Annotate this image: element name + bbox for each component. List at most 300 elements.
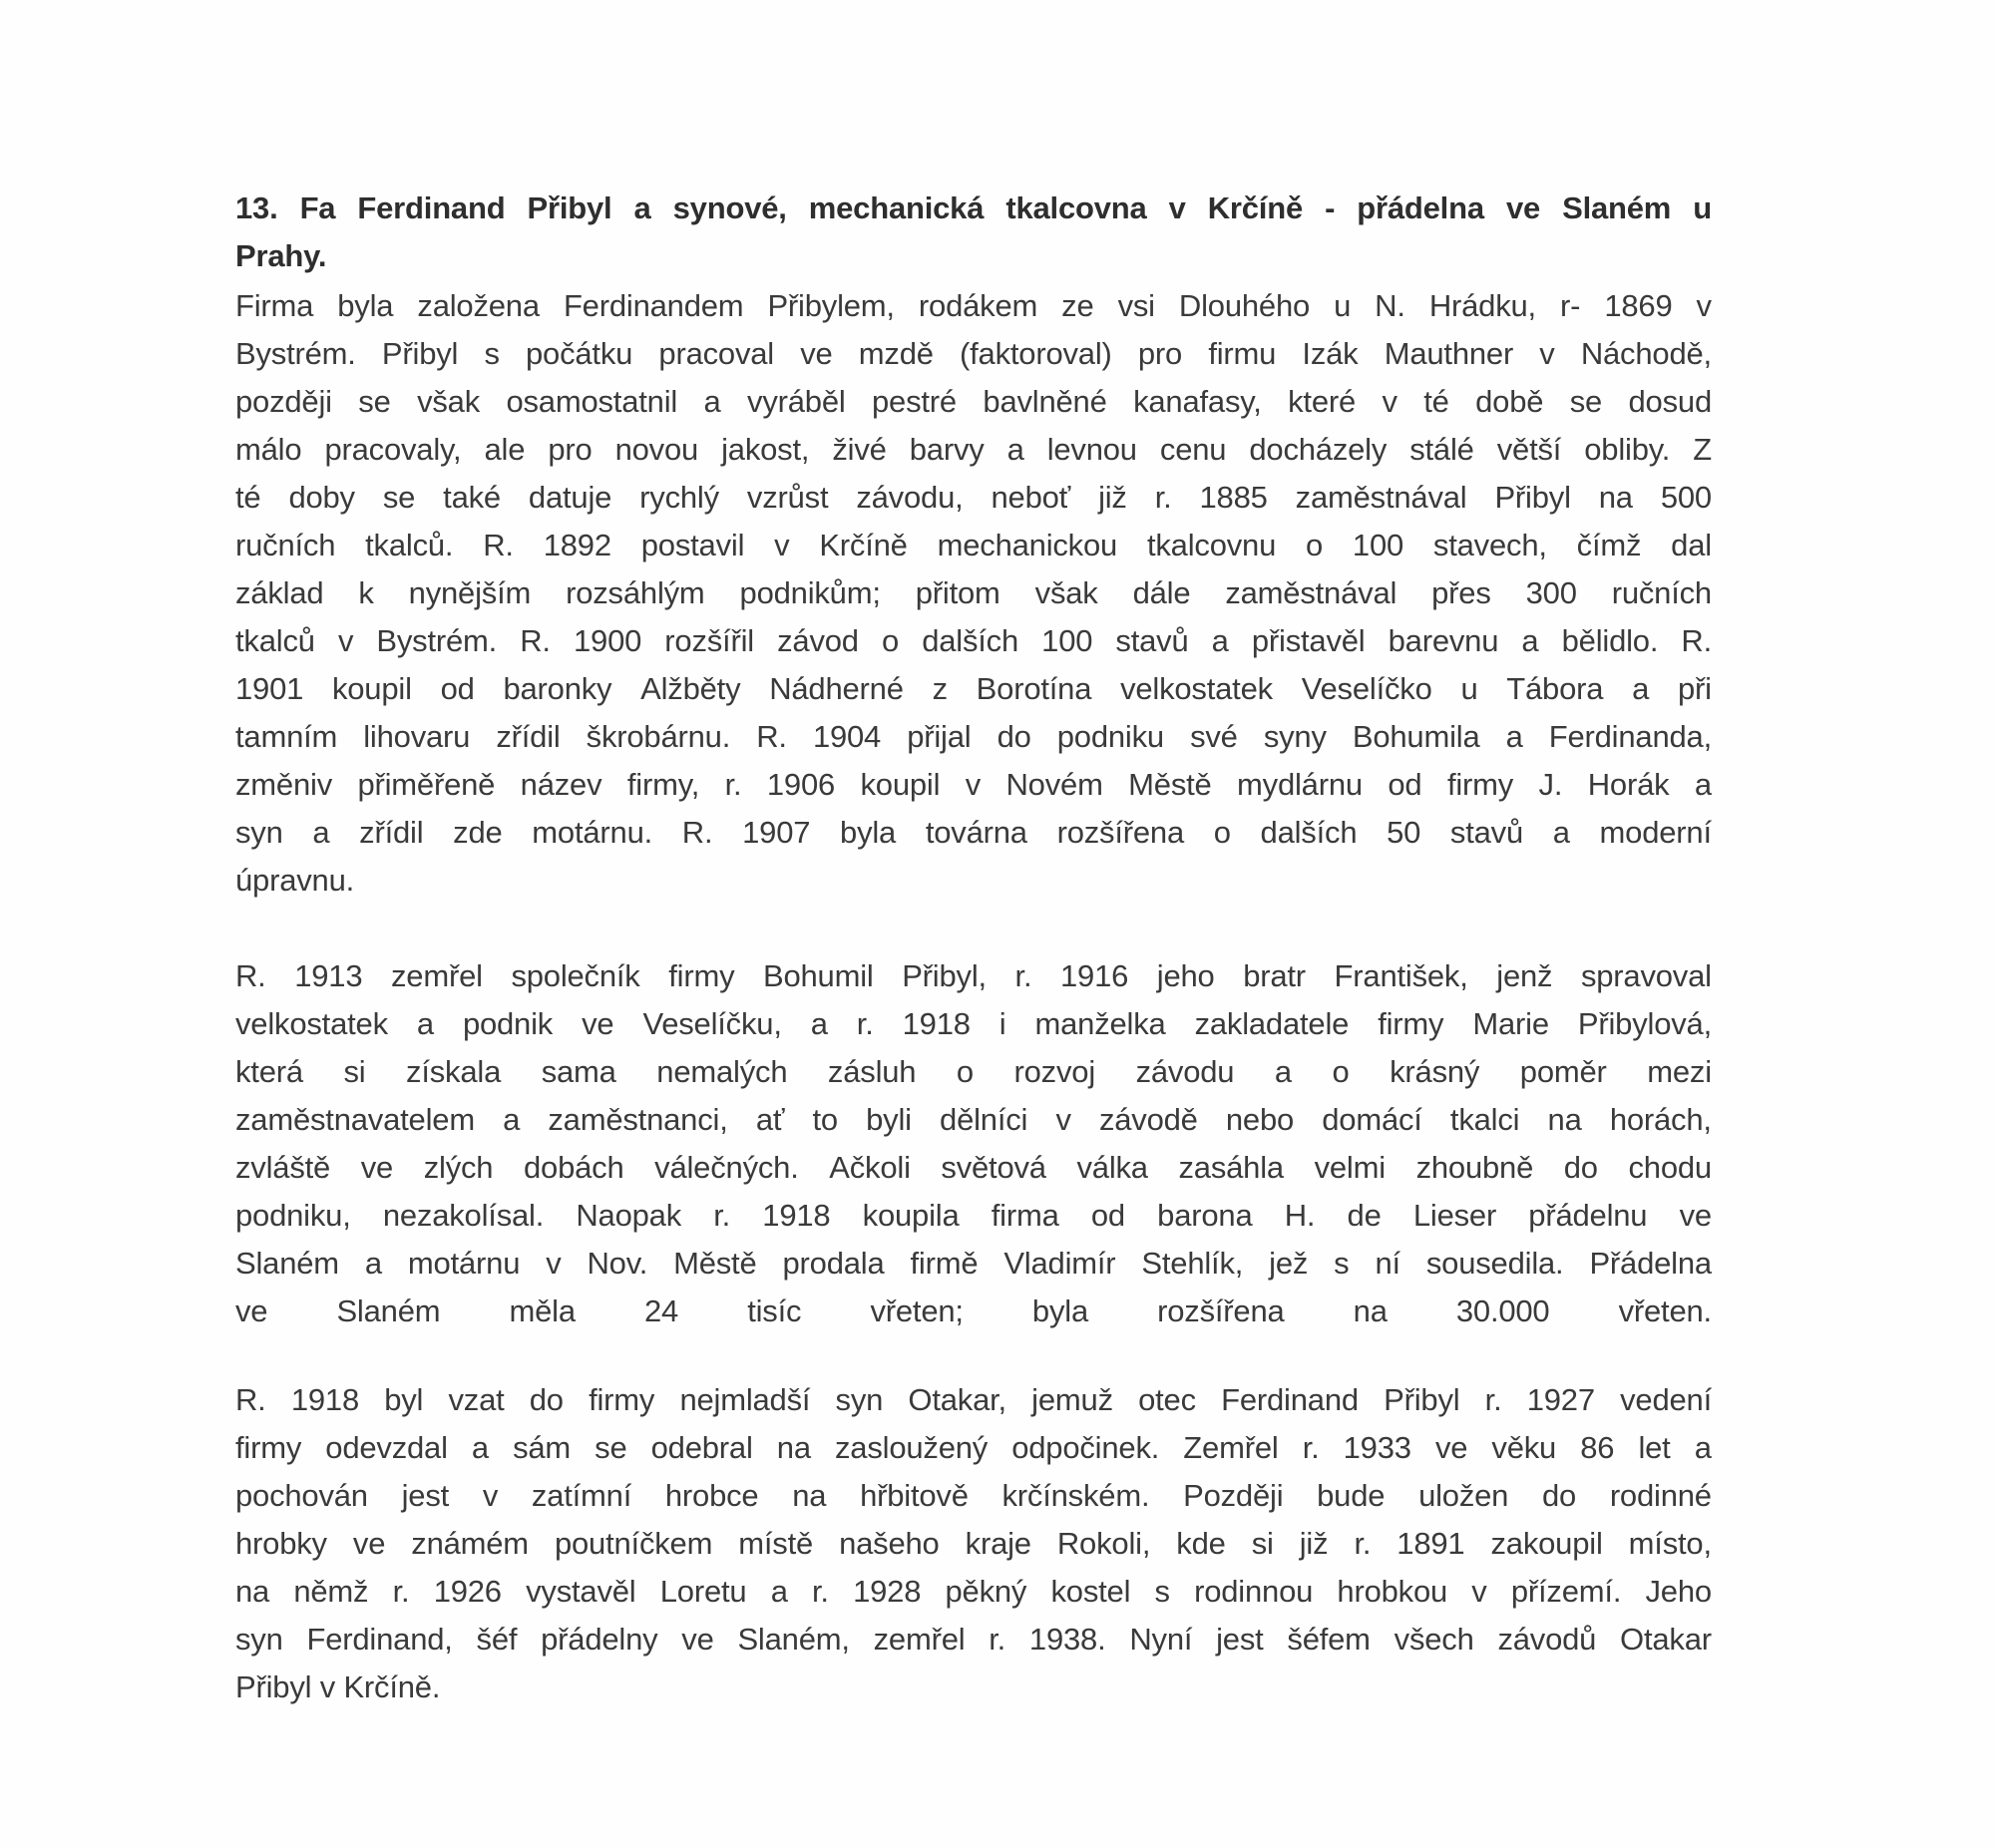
word: kde	[1176, 1526, 1226, 1561]
section-heading	[235, 185, 1712, 280]
word: hrobkou	[1337, 1574, 1448, 1609]
paragraph-line	[235, 522, 1712, 569]
word: živé	[832, 432, 887, 467]
word: pracovaly,	[324, 432, 462, 467]
word: a	[1006, 432, 1024, 467]
word: na	[792, 1478, 827, 1513]
word: Přibylová,	[1577, 1006, 1712, 1041]
word: si	[1251, 1526, 1274, 1561]
word: 1927	[1526, 1382, 1595, 1417]
word: jest	[401, 1478, 450, 1513]
word: R.	[235, 958, 266, 993]
word: závodů	[1497, 1622, 1597, 1657]
word: a	[1211, 623, 1229, 658]
paragraph-line	[235, 1520, 1712, 1568]
word: moderní	[1599, 815, 1712, 850]
word: Firma	[235, 288, 314, 323]
word: na	[1598, 480, 1633, 515]
word: s	[1154, 1574, 1170, 1609]
word: mezi	[1647, 1054, 1712, 1089]
paragraph-line: úpravnu.	[235, 863, 355, 898]
word: Slaném	[235, 1246, 339, 1281]
word: r.	[812, 1574, 829, 1609]
paragraph-line	[235, 1616, 1712, 1663]
word: barvy	[909, 432, 985, 467]
word: věku	[1491, 1430, 1557, 1465]
word: doby	[288, 480, 355, 515]
paragraph-line	[235, 378, 1712, 426]
word: 100	[1041, 623, 1093, 658]
word: rodinné	[1609, 1478, 1712, 1513]
word: otec	[1138, 1382, 1196, 1417]
word: své	[1190, 719, 1238, 754]
word: zatímní	[531, 1478, 632, 1513]
word: v	[1382, 384, 1397, 419]
word: která	[235, 1054, 303, 1089]
word: však	[417, 384, 481, 419]
word: firmy	[1378, 1006, 1444, 1041]
word: v	[1539, 336, 1555, 371]
word: jemuž	[1031, 1382, 1113, 1417]
word: Krčíně	[819, 528, 908, 562]
word: Krčíně	[1207, 190, 1304, 225]
word: Mauthner	[1384, 336, 1514, 371]
word: vzat	[448, 1382, 505, 1417]
word: R.	[681, 815, 713, 850]
word: a	[770, 1574, 788, 1609]
word: Veselíčku,	[642, 1006, 782, 1041]
word: 1892	[543, 528, 611, 562]
word: tkalců.	[365, 528, 454, 562]
word: koupil	[860, 767, 941, 802]
word: bratr	[1243, 958, 1306, 993]
word: sousedila.	[1425, 1246, 1564, 1281]
heading-line	[235, 185, 1712, 232]
word: i	[998, 1006, 1006, 1041]
word: rozsáhlým	[566, 575, 705, 610]
word: na	[1353, 1294, 1388, 1328]
word: závod	[777, 623, 859, 658]
paragraph-history-deaths	[235, 952, 1712, 1335]
paragraph-line	[235, 1424, 1712, 1472]
word: podniku,	[235, 1198, 351, 1233]
word: přes	[1431, 575, 1491, 610]
word: levnou	[1046, 432, 1137, 467]
word: Tábora	[1506, 671, 1604, 706]
word: R.	[756, 719, 787, 754]
word: světová	[941, 1150, 1046, 1185]
word: osamostatnil	[506, 384, 678, 419]
word: 24	[644, 1294, 679, 1328]
word: vystavěl	[526, 1574, 636, 1609]
word: rychlý	[639, 480, 719, 515]
word: čímž	[1576, 528, 1642, 562]
word: Izák	[1302, 336, 1359, 371]
word: Přibylem,	[767, 288, 895, 323]
paragraph-line	[235, 1568, 1712, 1616]
word: rozšířil	[664, 623, 754, 658]
word: firmy,	[626, 767, 700, 802]
paragraph-line	[235, 1472, 1712, 1520]
word: nezakolísal.	[382, 1198, 545, 1233]
word: ve	[1434, 1430, 1468, 1465]
word: tkalcovna	[1005, 190, 1147, 225]
word: barona	[1157, 1198, 1253, 1233]
word: které	[1288, 384, 1357, 419]
word: kostel	[1050, 1574, 1131, 1609]
word: a	[503, 1102, 521, 1137]
word: R.	[483, 528, 514, 562]
word: přiměřeně	[357, 767, 496, 802]
word: vřeten.	[1618, 1294, 1712, 1328]
word: jenž	[1496, 958, 1553, 993]
word: zaměstnavatelem	[235, 1102, 475, 1137]
word: místě	[738, 1526, 814, 1561]
word: Lieser	[1412, 1198, 1497, 1233]
paragraph-line	[235, 1144, 1712, 1192]
word: 1918	[902, 1006, 971, 1041]
word: základ	[235, 575, 324, 610]
word: již	[1098, 480, 1127, 515]
word: té	[235, 480, 261, 515]
word: podnikům;	[739, 575, 881, 610]
word: od	[1090, 1198, 1125, 1233]
word: však	[1034, 575, 1098, 610]
word: krčínském.	[1001, 1478, 1150, 1513]
word: J.	[1538, 767, 1563, 802]
paragraph-line	[235, 1240, 1712, 1288]
word: zřídil	[496, 719, 561, 754]
word: do	[529, 1382, 564, 1417]
word: obliby.	[1584, 432, 1671, 467]
word: počátku	[526, 336, 633, 371]
word: stálé	[1409, 432, 1474, 467]
word: se	[1569, 384, 1603, 419]
word: odpočinek.	[1011, 1430, 1160, 1465]
word: r.	[856, 1006, 874, 1041]
word: se	[382, 480, 416, 515]
word: Bohumil	[762, 958, 874, 993]
word: dělníci	[940, 1102, 1028, 1137]
word: na	[776, 1430, 811, 1465]
word: hrobky	[235, 1526, 327, 1561]
word: syn	[235, 815, 283, 850]
word: datuje	[528, 480, 612, 515]
paragraph-line: Přibyl v Krčíně.	[235, 1669, 441, 1704]
word: H.	[1284, 1198, 1316, 1233]
word: barevnu	[1388, 623, 1499, 658]
word: Slaném,	[737, 1622, 850, 1657]
word: rozšířena	[1157, 1294, 1285, 1328]
word: Ferdinandem	[563, 288, 744, 323]
word: byl	[384, 1382, 424, 1417]
word: v	[965, 767, 982, 802]
word: již	[1299, 1526, 1329, 1561]
word: zlých	[423, 1150, 494, 1185]
word: se	[358, 384, 391, 419]
word: 86	[1580, 1430, 1615, 1465]
word: a	[312, 815, 330, 850]
word: zásluh	[827, 1054, 917, 1089]
word: 1885	[1199, 480, 1268, 515]
word: R.	[1681, 623, 1712, 658]
word: -	[1325, 190, 1336, 225]
word: a	[1694, 767, 1712, 802]
word: bavlněné	[983, 384, 1107, 419]
word: větší	[1496, 432, 1562, 467]
word: 1904	[812, 719, 882, 754]
word: rozvoj	[1013, 1054, 1096, 1089]
word: Fa	[299, 190, 336, 225]
word: Městě	[1128, 767, 1212, 802]
word: ve	[582, 1006, 614, 1041]
word: do	[1541, 1478, 1577, 1513]
word: a	[416, 1006, 434, 1041]
word: v	[546, 1246, 562, 1281]
word: 30.000	[1455, 1294, 1550, 1328]
word: Slaném	[336, 1294, 441, 1328]
word: Ferdinand,	[306, 1622, 453, 1657]
word: v	[1168, 190, 1186, 225]
word: postavil	[640, 528, 745, 562]
word: r.	[1484, 1382, 1502, 1417]
word: Bohumila	[1352, 719, 1480, 754]
word: pochován	[235, 1478, 368, 1513]
word: od	[440, 671, 475, 706]
paragraph-line	[235, 665, 1712, 713]
word: ze	[1061, 288, 1094, 323]
word: firmy	[668, 958, 735, 993]
word: o	[1332, 1054, 1350, 1089]
word: šéf	[476, 1622, 518, 1657]
word: Novém	[1005, 767, 1103, 802]
word: Přádelna	[1589, 1246, 1712, 1281]
word: válka	[1076, 1150, 1148, 1185]
word: zaměstnával	[1225, 575, 1397, 610]
paragraph-line	[235, 1096, 1712, 1144]
word: a	[633, 190, 651, 225]
word: Z	[1693, 432, 1712, 467]
word: jeho	[1156, 958, 1215, 993]
word: Přibyl	[1384, 1382, 1460, 1417]
word: odevzdal	[325, 1430, 448, 1465]
word: krásný	[1390, 1054, 1480, 1089]
word: Náchodě,	[1580, 336, 1712, 371]
word: nemalých	[656, 1054, 788, 1089]
word: dále	[1132, 575, 1191, 610]
word: 100	[1352, 528, 1404, 562]
word: 1928	[853, 1574, 922, 1609]
word: de	[1347, 1198, 1382, 1233]
word: o	[956, 1054, 974, 1089]
word: hřbitově	[860, 1478, 969, 1513]
word: zakoupil	[1490, 1526, 1603, 1561]
paragraph-line	[235, 474, 1712, 522]
word: vřeten;	[870, 1294, 964, 1328]
word: bude	[1317, 1478, 1386, 1513]
word: r.	[989, 1622, 1006, 1657]
word: z	[932, 671, 948, 706]
word: Otakar	[1620, 1622, 1712, 1657]
word: získala	[406, 1054, 502, 1089]
word: pestré	[872, 384, 957, 419]
word: neboť	[991, 480, 1071, 515]
word: Ferdinanda,	[1548, 719, 1712, 754]
paragraph-line	[235, 282, 1712, 330]
word: 1901	[235, 671, 304, 706]
paragraph-line	[235, 426, 1712, 474]
word: té	[1423, 384, 1449, 419]
word: pěkný	[945, 1574, 1027, 1609]
word: mechanická	[808, 190, 985, 225]
paragraph-history-succession	[235, 1376, 1712, 1711]
word: Ferdinand	[357, 190, 506, 225]
word: 1906	[766, 767, 836, 802]
word: motárnu.	[532, 815, 653, 850]
word: ručních	[235, 528, 336, 562]
word: přádelny	[541, 1622, 658, 1657]
word: 1918	[290, 1382, 359, 1417]
word: Rokoli,	[1056, 1526, 1151, 1561]
word: sama	[541, 1054, 616, 1089]
paragraph-line	[235, 1000, 1712, 1048]
word: docházely	[1249, 432, 1388, 467]
word: zhoubně	[1415, 1150, 1534, 1185]
word: vyráběl	[747, 384, 846, 419]
word: poměr	[1519, 1054, 1607, 1089]
word: 1869	[1604, 288, 1673, 323]
word: ale	[484, 432, 526, 467]
word: o	[1306, 528, 1324, 562]
word: r.	[1354, 1526, 1372, 1561]
word: v	[1055, 1102, 1071, 1137]
word: baronky	[503, 671, 612, 706]
word: cenu	[1159, 432, 1227, 467]
word: Bystrém.	[235, 336, 356, 371]
word: do	[997, 719, 1031, 754]
word: r.	[1302, 1430, 1320, 1465]
word: jest	[1216, 1622, 1264, 1657]
word: mydlárnu	[1237, 767, 1363, 802]
word: ve	[352, 1526, 386, 1561]
paragraph-line	[235, 761, 1712, 809]
word: stavů	[1449, 815, 1524, 850]
word: s	[484, 336, 500, 371]
word: k	[358, 575, 374, 610]
word: v	[337, 623, 354, 658]
word: firmy	[235, 1430, 302, 1465]
word: ručních	[1611, 575, 1712, 610]
word: zemřel	[873, 1622, 966, 1657]
word: málo	[235, 432, 302, 467]
word: a	[1694, 1430, 1712, 1465]
word: dal	[1671, 528, 1712, 562]
word: koupila	[862, 1198, 960, 1233]
word: rozšířena	[1056, 815, 1185, 850]
word: ve	[235, 1294, 268, 1328]
word: v	[1696, 288, 1712, 323]
word: všech	[1394, 1622, 1474, 1657]
word: tkalcovnu	[1146, 528, 1277, 562]
word: Přibyl	[1494, 480, 1571, 515]
word: dobách	[524, 1150, 624, 1185]
word: u	[1460, 671, 1478, 706]
word: byli	[866, 1102, 912, 1137]
word: dalších	[1260, 815, 1358, 850]
word: ve	[800, 336, 833, 371]
word: 1913	[294, 958, 363, 993]
word: do	[1563, 1150, 1598, 1185]
word: uložen	[1418, 1478, 1509, 1513]
word: se	[595, 1430, 627, 1465]
word: motárnu	[407, 1246, 521, 1281]
word: Bystrém.	[376, 623, 498, 658]
word: František,	[1334, 958, 1468, 993]
word: zasáhla	[1178, 1150, 1284, 1185]
paragraph-line	[235, 713, 1712, 761]
word: v	[1471, 1574, 1487, 1609]
paragraph-history-founding	[235, 282, 1712, 905]
word: zemřel	[391, 958, 483, 993]
word: R.	[520, 623, 551, 658]
word: zde	[453, 815, 503, 850]
word: němž	[293, 1574, 369, 1609]
word: ve	[681, 1622, 714, 1657]
paragraph-line	[235, 1192, 1712, 1240]
word: vedení	[1620, 1382, 1712, 1417]
word: syn	[835, 1382, 884, 1417]
word: velkostatek	[1120, 671, 1273, 706]
word: vzrůst	[746, 480, 829, 515]
word: nynějším	[408, 575, 532, 610]
word: o	[1213, 815, 1231, 850]
word: dalších	[922, 623, 1019, 658]
word: jakost,	[721, 432, 810, 467]
word: dosud	[1628, 384, 1712, 419]
word: Slaném	[1562, 190, 1672, 225]
word: podnik	[462, 1006, 554, 1041]
word: velkostatek	[235, 1006, 388, 1041]
word: Hrádku,	[1428, 288, 1536, 323]
paragraph-line	[235, 952, 1712, 1000]
word: v	[482, 1478, 499, 1513]
word: Nyní	[1129, 1622, 1193, 1657]
word: firmě	[910, 1246, 979, 1281]
word: velmi	[1314, 1150, 1386, 1185]
paragraph-line	[235, 1376, 1712, 1424]
word: Přibyl	[381, 336, 459, 371]
paragraph-line	[235, 617, 1712, 665]
word: Borotína	[976, 671, 1092, 706]
word: horách,	[1609, 1102, 1712, 1137]
word: stavech,	[1432, 528, 1547, 562]
word: přádelnu	[1528, 1198, 1648, 1233]
word: v	[774, 528, 790, 562]
word: spravoval	[1580, 958, 1712, 993]
word: Dlouhého	[1178, 288, 1311, 323]
word: a	[364, 1246, 382, 1281]
word: r.	[392, 1574, 410, 1609]
word: zřídil	[359, 815, 424, 850]
word: 500	[1660, 480, 1712, 515]
word: vsi	[1117, 288, 1155, 323]
word: nejmladší	[679, 1382, 811, 1417]
word: u	[1693, 190, 1712, 225]
word: založena	[417, 288, 540, 323]
paragraph-line	[235, 1048, 1712, 1096]
word: známém	[411, 1526, 529, 1561]
word: Nov.	[587, 1246, 648, 1281]
